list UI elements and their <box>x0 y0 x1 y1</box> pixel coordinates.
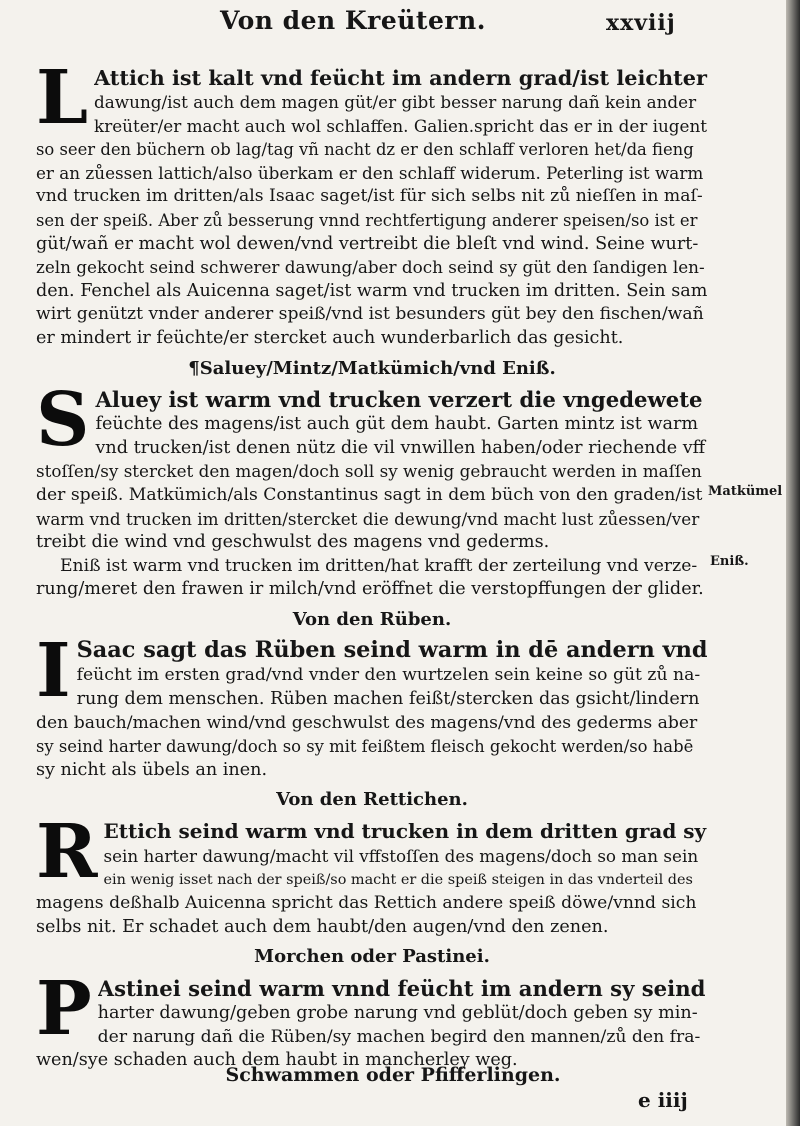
text-line: ein wenig isset nach der speiß/so macht er die speiß steigen in das vnderteil des <box>103 871 693 888</box>
text-line: rung dem menschen. Rüben machen feißt/stercken das gsicht/lindern <box>76 689 700 710</box>
text-line: sy seind harter dawung/doch so sy mit feißtem fleisch gekocht werden/so habē <box>36 737 694 757</box>
text-line: den bauch/machen wind/vnd geschwulst des magens/vnd des gederms aber <box>36 712 698 733</box>
text-line: güt/wañ er macht wol dewen/vnd vertreibt die bleſt vnd wind. Seine wurt- <box>36 233 699 254</box>
text-body <box>36 55 708 1073</box>
text-line: der narung dañ die Rüben/sy machen begird den mannen/zů den fra- <box>97 1026 701 1047</box>
running-title: Von den Kreütern. <box>220 6 486 35</box>
text-line: er an zůessen lattich/also überkam er den schlaff widerum. Peterling ist warm <box>36 162 704 183</box>
drop-initial: I <box>36 628 71 715</box>
text-line: kreüter/er macht auch wol schlaffen. Galien.spricht das er in der iugent <box>94 115 708 136</box>
text-line: rung/meret den frawen ir milch/vnd eröffnet die verstopffungen der glider. <box>36 579 704 600</box>
paragraph-saluey <box>36 377 708 602</box>
text-line: selbs nit. Er schadet auch dem haubt/den augen/vnd den zenen. <box>36 916 609 937</box>
paragraph-pastinei <box>36 966 708 1073</box>
text-line: den. Fenchel als Auicenna saget/ist warm vnd trucken im dritten. Sein sam <box>36 280 708 301</box>
section-heading: Von den Rettichen. <box>276 789 468 811</box>
next-section-heading: Schwammen oder Pfifferlingen. <box>225 1064 561 1086</box>
drop-initial: R <box>36 809 98 896</box>
paragraph-lattich <box>36 55 708 351</box>
text-line: stoſſen/sy stercket den magen/doch soll sy wenig gebraucht werden in maſſen <box>36 461 702 482</box>
text-line: Ettich seind warm vnd trucken in dem dritten grad sy <box>103 819 707 844</box>
section-heading: Morchen oder Pastinei. <box>254 946 490 968</box>
text-line: Astinei seind warm vnnd feücht im andern sy seind <box>97 976 706 1001</box>
signature-mark: e iiij <box>638 1088 688 1112</box>
text-line: sein harter dawung/macht vil vffstoſſen des magens/doch so man sein <box>103 846 699 867</box>
page-edge-shadow <box>786 0 800 1126</box>
text-line: Saac sagt das Rüben seind warm in dē andern vnd <box>76 637 708 664</box>
text-line: wen/sye schaden auch dem haubt in mancherley weg. <box>36 1050 518 1071</box>
text-line: magens deßhalb Auicenna spricht das Rettich andere speiß döwe/vnnd sich <box>36 893 697 914</box>
text-line: Eniß ist warm vnd trucken im dritten/hat krafft der zerteilung vnd verze- <box>60 555 698 576</box>
drop-initial: L <box>36 55 89 141</box>
text-line: sen der speiß. Aber zů besserung vnnd rechtfertigung anderer speisen/so ist er <box>36 210 698 230</box>
text-line: vnd trucken im dritten/als Isaac saget/ist für sich selbs nit zů nieſſen in maſ- <box>36 186 703 207</box>
text-line: der speiß. Matkümich/als Constantinus sagt in dem büch von den graden/ist <box>36 484 703 505</box>
text-line: er mindert ir feüchte/er stercket auch wunderbarlich das gesicht. <box>36 327 624 348</box>
text-line: feücht im ersten grad/vnd vnder den wurtzelen sein keine so güt zů na- <box>76 665 701 686</box>
text-line: sy nicht als übels an inen. <box>36 759 268 780</box>
text-line: warm vnd trucken im dritten/stercket die dewung/vnd macht lust zůessen/ver <box>36 508 700 529</box>
section-heading: ¶Saluey/Mintz/Matkümich/vnd Eniß. <box>188 357 556 379</box>
text-line: vnd trucken/ist denen nütz die vil vnwillen haben/oder riechende vff <box>95 437 706 458</box>
text-line: treibt die wind vnd geschwulst des magens vnd gederms. <box>36 532 550 553</box>
text-line: so seer den büchern ob lag/tag vñ nacht dz er den schlaff verloren het/da fieng <box>36 140 694 160</box>
margin-note-eniss: Eniß. <box>710 554 749 569</box>
text-line: wirt genützt vnder anderer speiß/vnd ist besunders güt bey den fischen/wañ <box>36 304 704 325</box>
text-line: harter dawung/geben grobe narung vnd geblüt/doch geben sy min- <box>97 1003 698 1023</box>
text-line: dawung/ist auch dem magen güt/er gibt besser narung dañ kein ander <box>94 92 697 112</box>
text-line: Attich ist kalt vnd feücht im andern grad/ist leichter <box>94 65 707 90</box>
text-line: feüchte des magens/ist auch güt dem haubt. Garten mintz ist warm <box>95 414 699 435</box>
text-line: zeln gekocht seind schwerer dawung/aber doch seind sy güt den ſandigen len- <box>36 257 705 278</box>
text-line: Aluey ist warm vnd trucken verzert die vngedewete <box>95 387 703 413</box>
drop-initial: P <box>36 966 92 1052</box>
paragraph-rettich <box>36 809 708 939</box>
drop-initial: S <box>36 377 90 464</box>
section-heading: Von den Rüben. <box>292 608 452 630</box>
folio-number: xxviij <box>606 10 676 36</box>
margin-note-matkumel: Matkümel <box>708 484 783 499</box>
paragraph-rueben <box>36 628 708 782</box>
